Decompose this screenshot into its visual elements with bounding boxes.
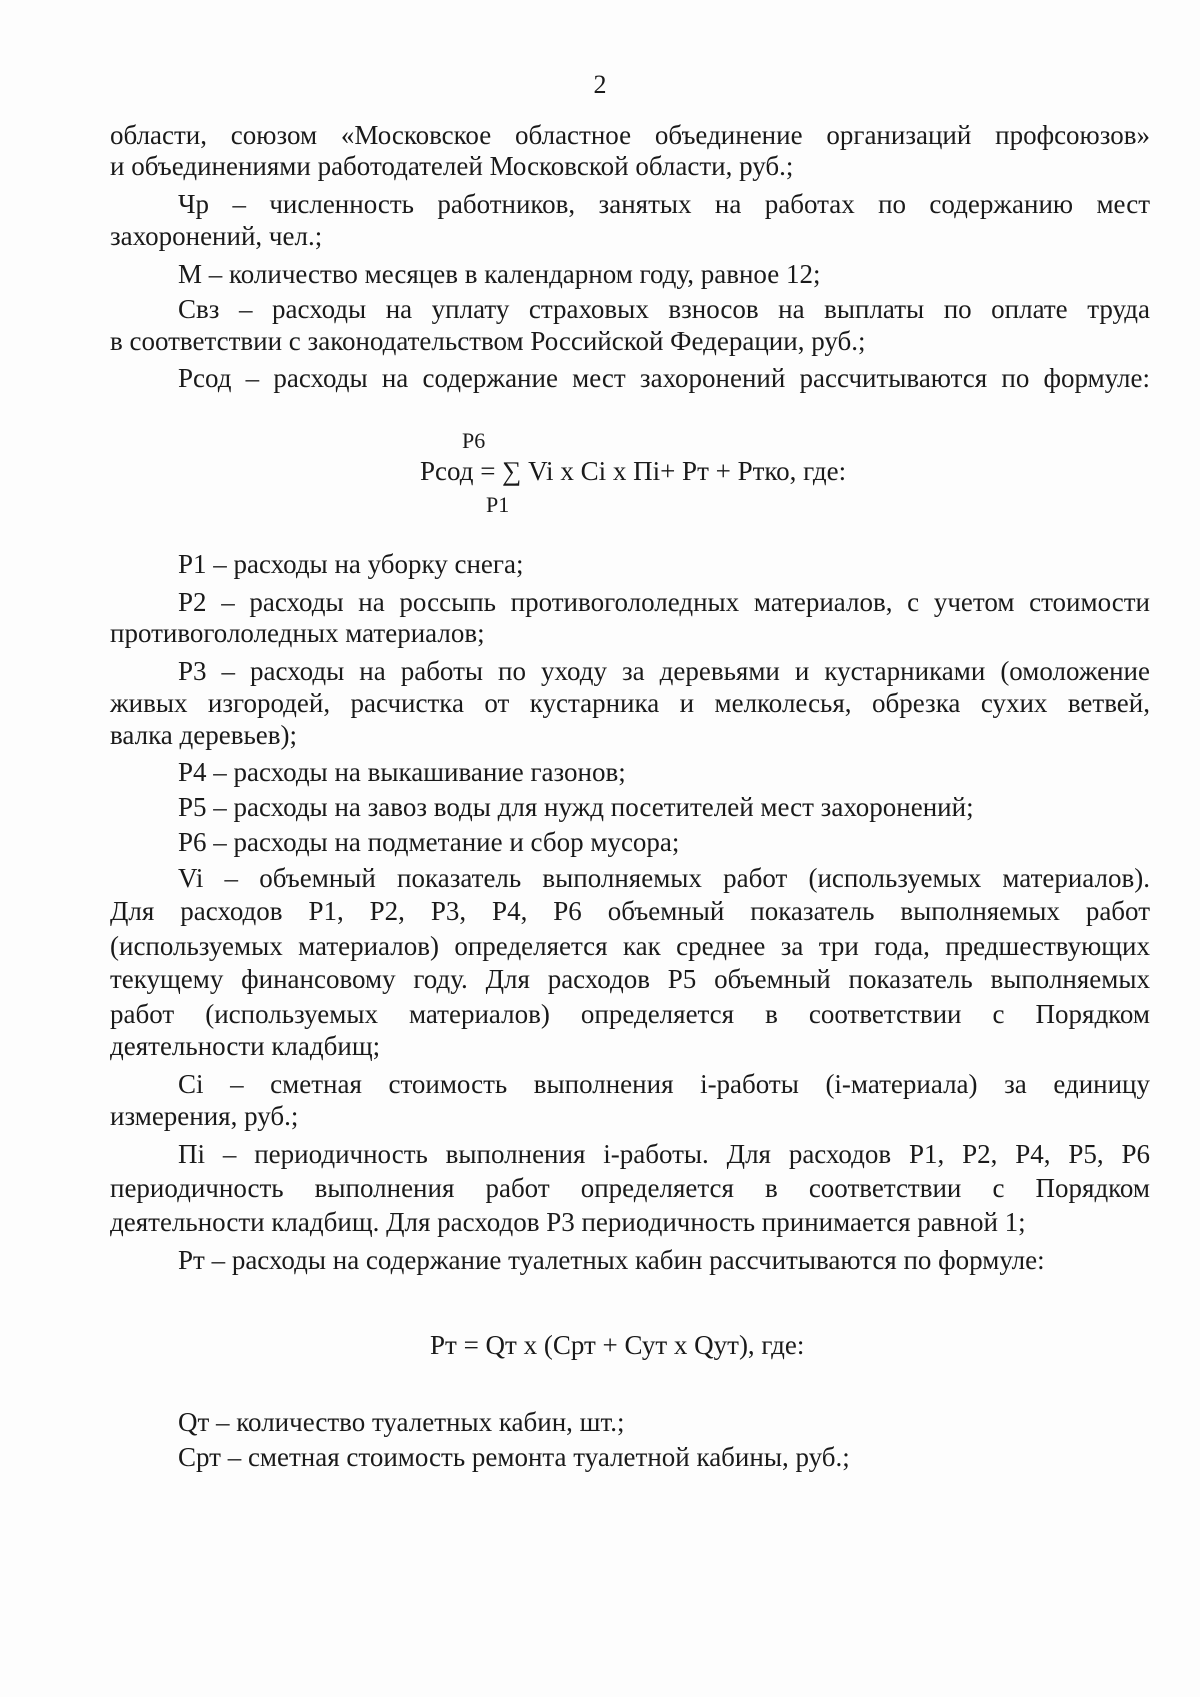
text-line: деятельности кладбищ; — [110, 1031, 381, 1061]
text-line: и объединениями работодателей Московской области, руб.; — [110, 151, 794, 181]
text-line: Сi – сметная стоимость выполнения i-работы (i-материала) за единицу — [178, 1069, 1150, 1099]
text-line: Vi – объемный показатель выполняемых работ (используемых материалов). — [178, 863, 1150, 893]
text-line: Для расходов Р1, Р2, Р3, Р4, Р6 объемный показатель выполняемых работ — [110, 896, 1150, 926]
text-line: Р2 – расходы на россыпь противогололедных материалов, с учетом стоимости — [178, 587, 1150, 617]
sum-lower-limit: Р1 — [486, 492, 510, 517]
text-line: в соответствии с законодательством Российской Федерации, руб.; — [110, 326, 866, 356]
text-line: области, союзом «Московское областное объединение организаций профсоюзов» — [110, 120, 1150, 150]
formula-toilet-cost: Рт = Qт x (Срт + Сут x Qут), где: — [430, 1330, 805, 1360]
text-line: Рсод – расходы на содержание мест захоронений рассчитываются по формуле: — [178, 363, 1150, 393]
text-line: Р1 – расходы на уборку снега; — [178, 549, 524, 579]
text-line: периодичность выполнения работ определяется в соответствии с Порядком — [110, 1173, 1150, 1203]
text-line: деятельности кладбищ. Для расходов Р3 периодичность принимается равной 1; — [110, 1207, 1026, 1237]
text-line: работ (используемых материалов) определяется в соответствии с Порядком — [110, 999, 1150, 1029]
text-line: Р3 – расходы на работы по уходу за деревьями и кустарниками (омоложение — [178, 656, 1150, 686]
formula-maintenance-cost: Рсод = ∑ Vi x Сi x Пi+ Рт + Ртко, где: — [420, 456, 847, 486]
page-number: 2 — [593, 70, 607, 99]
text-line: Р5 – расходы на завоз воды для нужд посетителей мест захоронений; — [178, 792, 974, 822]
sum-upper-limit: Р6 — [462, 428, 486, 453]
text-line: Рт – расходы на содержание туалетных кабин рассчитываются по формуле: — [178, 1245, 1045, 1275]
text-line: Р6 – расходы на подметание и сбор мусора; — [178, 827, 680, 857]
text-line: захоронений, чел.; — [110, 221, 323, 251]
text-line: валка деревьев); — [110, 720, 298, 750]
text-line: Р4 – расходы на выкашивание газонов; — [178, 757, 626, 787]
text-line: измерения, руб.; — [110, 1101, 299, 1131]
text-line: Пi – периодичность выполнения i-работы. Для расходов Р1, Р2, Р4, Р5, Р6 — [178, 1139, 1150, 1169]
text-line: Срт – сметная стоимость ремонта туалетной кабины, руб.; — [178, 1442, 850, 1472]
text-line: (используемых материалов) определяется как среднее за три года, предшествующих — [110, 931, 1150, 961]
text-line: противогололедных материалов; — [110, 618, 485, 648]
text-line: живых изгородей, расчистка от кустарника и мелколесья, обрезка сухих ветвей, — [110, 688, 1150, 718]
text-line: Свз – расходы на уплату страховых взносов на выплаты по оплате труда — [178, 294, 1150, 324]
text-line: текущему финансовому году. Для расходов Р5 объемный показатель выполняемых — [110, 964, 1150, 994]
text-line: М – количество месяцев в календарном году, равное 12; — [178, 259, 821, 289]
text-line: Чр – численность работников, занятых на работах по содержанию мест — [178, 189, 1150, 219]
text-line: Qт – количество туалетных кабин, шт.; — [178, 1407, 625, 1437]
